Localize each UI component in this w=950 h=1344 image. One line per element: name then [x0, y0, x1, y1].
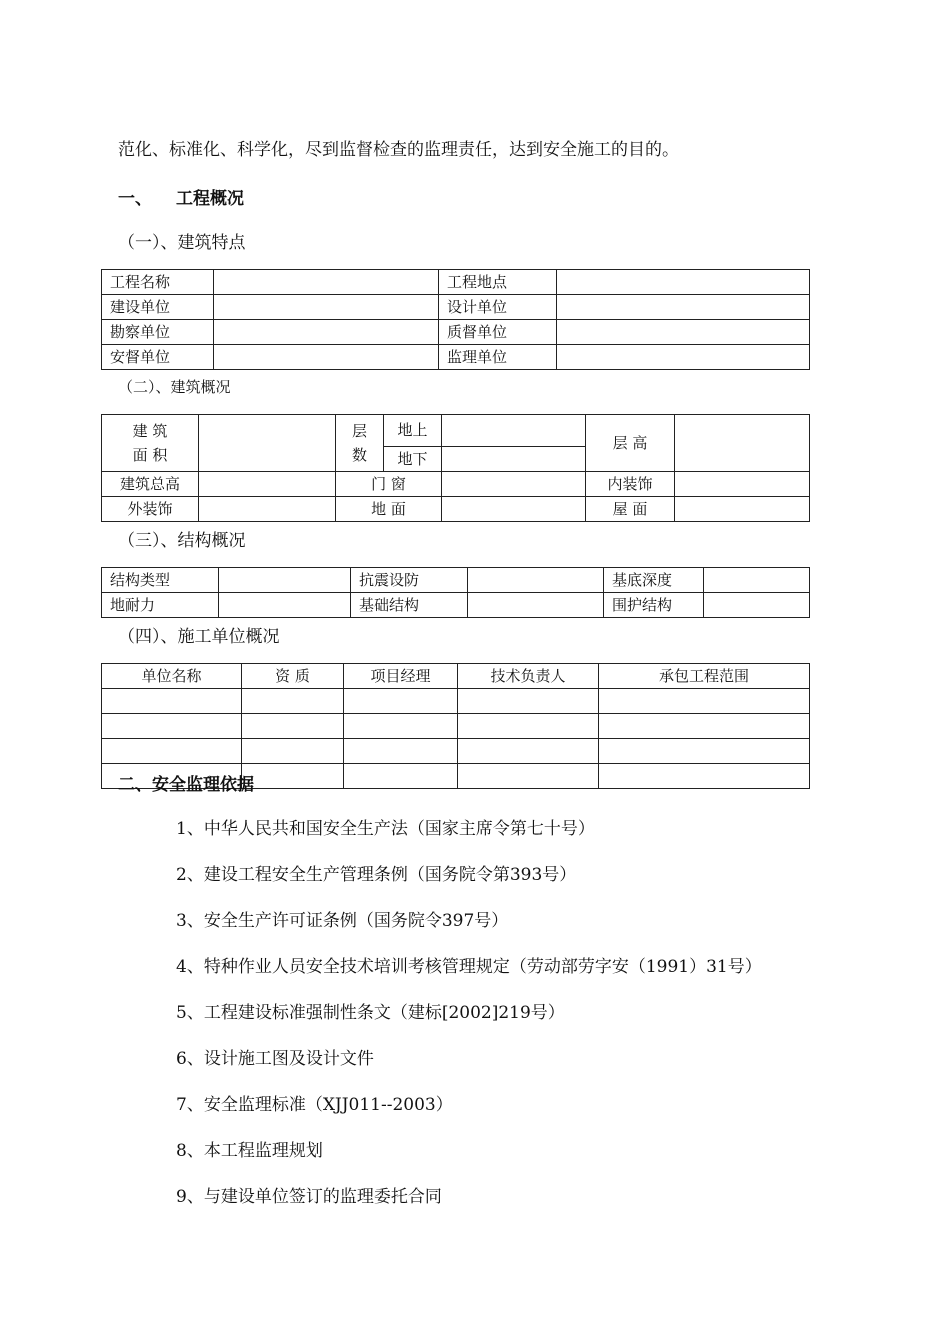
table-cell	[599, 714, 810, 739]
table-row	[102, 497, 810, 522]
table-row	[102, 568, 810, 593]
table-row	[102, 739, 810, 764]
table-cell	[219, 593, 351, 618]
table-row	[102, 320, 810, 345]
intro-paragraph: 范化、标准化、科学化，尽到监督检查的监理责任，达到安全施工的目的。	[118, 140, 679, 160]
table-cell	[557, 345, 810, 370]
floor-height-label: 层 高	[586, 415, 675, 472]
table-row	[102, 345, 810, 370]
table-cell: 围护结构	[604, 593, 704, 618]
table-cell	[102, 689, 242, 714]
interior-value	[675, 472, 810, 497]
total-height-value	[199, 472, 336, 497]
table-row	[102, 689, 810, 714]
list-item: 5、工程建设标准强制性条文（建标[2002]219号）	[176, 1003, 565, 1023]
list-item: 6、设计施工图及设计文件	[176, 1049, 374, 1069]
interior-label: 内装饰	[586, 472, 675, 497]
table-cell: 工程名称	[102, 270, 214, 295]
table-cell	[468, 568, 604, 593]
table-cell: 基础结构	[351, 593, 468, 618]
table-cell	[344, 739, 458, 764]
table-cell	[214, 295, 439, 320]
table-cell: 基底深度	[604, 568, 704, 593]
below-ground-value	[442, 446, 586, 471]
list-item: 9、与建设单位签订的监理委托合同	[176, 1187, 442, 1207]
column-header: 项目经理	[344, 664, 458, 689]
doors-windows-label: 门 窗	[336, 472, 442, 497]
table-cell	[458, 764, 599, 789]
list-item: 7、安全监理标准（XJJ011--2003）	[176, 1095, 453, 1115]
table-row	[102, 472, 810, 497]
column-header: 单位名称	[102, 664, 242, 689]
table-cell: 抗震设防	[351, 568, 468, 593]
table-cell	[704, 568, 810, 593]
table-cell	[242, 739, 344, 764]
table-cell	[344, 764, 458, 789]
floors-label-line2: 数	[351, 446, 367, 464]
table-cell	[557, 270, 810, 295]
ground-value	[442, 497, 586, 522]
table-cell	[242, 689, 344, 714]
list-item: 2、建设工程安全生产管理条例（国务院令第393号）	[176, 865, 577, 885]
building-features-table	[101, 269, 810, 370]
table-cell	[214, 320, 439, 345]
table-cell	[599, 764, 810, 789]
table-cell	[219, 568, 351, 593]
table-cell	[458, 714, 599, 739]
table-cell	[344, 714, 458, 739]
total-height-label: 建筑总高	[102, 472, 199, 497]
table-cell: 地耐力	[102, 593, 219, 618]
table-cell: 勘察单位	[102, 320, 214, 345]
building-area-value	[199, 415, 336, 472]
table-header-row	[102, 664, 810, 689]
table-cell	[599, 689, 810, 714]
list-item: 8、本工程监理规划	[176, 1141, 323, 1161]
table-cell: 监理单位	[439, 345, 557, 370]
table-cell: 质督单位	[439, 320, 557, 345]
table-cell: 结构类型	[102, 568, 219, 593]
column-header: 资 质	[242, 664, 344, 689]
subsection-contractor-overview: （四）、施工单位概况	[118, 627, 280, 647]
floors-label-cell	[336, 415, 384, 472]
table-cell	[242, 714, 344, 739]
table-row	[102, 415, 810, 447]
table-row	[102, 714, 810, 739]
roof-value	[675, 497, 810, 522]
column-header: 技术负责人	[458, 664, 599, 689]
exterior-label: 外装饰	[102, 497, 199, 522]
exterior-value	[199, 497, 336, 522]
building-area-label-line2: 面 积	[132, 446, 168, 464]
column-header: 承包工程范围	[599, 664, 810, 689]
table-cell	[704, 593, 810, 618]
table-cell: 设计单位	[439, 295, 557, 320]
below-ground-label: 地下	[384, 446, 442, 471]
section-1-number: 一、	[118, 189, 152, 209]
table-cell	[458, 689, 599, 714]
table-cell	[599, 739, 810, 764]
roof-label: 屋 面	[586, 497, 675, 522]
table-cell: 安督单位	[102, 345, 214, 370]
table-cell	[242, 764, 344, 789]
ground-label: 地 面	[336, 497, 442, 522]
table-cell: 建设单位	[102, 295, 214, 320]
building-area-label-line1: 建 筑	[132, 422, 168, 440]
table-cell	[458, 739, 599, 764]
list-item: 4、特种作业人员安全技术培训考核管理规定（劳动部劳字安（1991）31号）	[176, 957, 762, 977]
table-row	[102, 270, 810, 295]
table-cell	[214, 270, 439, 295]
doors-windows-value	[442, 472, 586, 497]
table-cell	[557, 320, 810, 345]
floors-label-line1: 层	[351, 422, 367, 440]
table-cell	[344, 689, 458, 714]
subsection-structure-overview: （三）、结构概况	[118, 531, 246, 551]
building-overview-table	[101, 414, 810, 522]
section-2-title: 二、安全监理依据	[118, 775, 254, 795]
above-ground-label: 地上	[384, 415, 442, 447]
floor-height-value	[675, 415, 810, 472]
list-item: 1、中华人民共和国安全生产法（国家主席令第七十号）	[176, 819, 595, 839]
table-cell	[214, 345, 439, 370]
list-item: 3、安全生产许可证条例（国务院令397号）	[176, 911, 509, 931]
table-cell	[557, 295, 810, 320]
section-1-title: 工程概况	[176, 189, 244, 209]
table-cell: 工程地点	[439, 270, 557, 295]
subsection-building-overview: （二）、建筑概况	[118, 378, 231, 396]
table-cell	[102, 714, 242, 739]
table-cell	[468, 593, 604, 618]
table-cell	[102, 739, 242, 764]
table-row	[102, 295, 810, 320]
table-row	[102, 593, 810, 618]
building-area-label-cell	[102, 415, 199, 472]
structure-overview-table	[101, 567, 810, 618]
subsection-building-features: （一）、建筑特点	[118, 233, 246, 253]
above-ground-value	[442, 415, 586, 447]
